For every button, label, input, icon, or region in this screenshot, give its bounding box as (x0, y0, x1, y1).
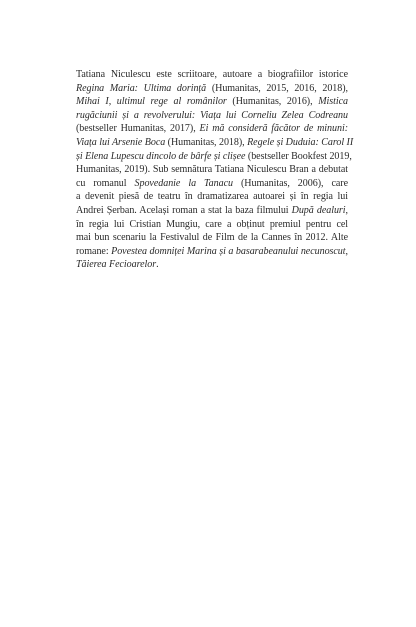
text-run: romane: (76, 245, 112, 257)
bio-line-6 (76, 136, 354, 150)
italic-title-run: și Elena Lupescu dincolo de bârfe și clișee (76, 150, 246, 162)
text-run: , (345, 245, 348, 257)
text-run: (Humanitas, 2006), care (232, 177, 348, 189)
text-run: . (156, 259, 159, 271)
bio-line-5 (76, 122, 348, 136)
text-run: a devenit piesă de teatru în dramatizarea autoarei și în regia lui (76, 191, 348, 203)
italic-title-run: Regele și Duduia: Carol II (247, 136, 354, 148)
text-run: în regia lui Cristian Mungiu, care a obținut premiul pentru cel (76, 218, 348, 230)
italic-title-run: rugăciunii și a revolverului: Viața lui Corneliu Zelea Codreanu (76, 109, 348, 121)
bio-line-9 (76, 177, 348, 191)
bio-line-3 (76, 95, 348, 109)
italic-title-run: Tăierea Fecioarelor (76, 259, 157, 271)
author-biography-paragraph (76, 68, 354, 272)
bio-line-10 (76, 190, 348, 204)
bio-line-4 (76, 109, 348, 123)
bio-line-14 (76, 245, 348, 259)
bio-line-12 (76, 218, 348, 232)
italic-title-run: Regina Maria: Ultima dorință (76, 82, 207, 94)
bio-line-13 (76, 231, 348, 245)
bio-line-2 (76, 82, 348, 96)
text-run: mai bun scenariu la Festivalul de Film de la Cannes în 2012. Alte (76, 232, 348, 244)
text-run: , (345, 204, 348, 216)
text-run: (Humanitas, 2018), (165, 136, 248, 148)
bio-line-15 (76, 258, 348, 272)
bio-line-8 (76, 163, 348, 177)
italic-title-run: După dealuri (291, 204, 346, 216)
text-run: cu romanul (76, 177, 135, 189)
italic-title-run: Povestea domniței Marina și a basarabeanului necunoscut (111, 245, 346, 257)
bio-line-11 (76, 204, 348, 218)
bio-line-1 (76, 68, 348, 82)
text-run: (bestseller Bookfest 2019, (245, 150, 352, 162)
italic-title-run: Mistica (318, 96, 349, 108)
italic-title-run: Ei mă consideră făcător de minuni: (199, 123, 348, 135)
text-run: (Humanitas, 2015, 2016, 2018), (206, 82, 348, 94)
italic-title-run: Spovedanie la Tanacu (134, 177, 233, 189)
bio-line-7 (76, 150, 352, 164)
italic-title-run: Mihai I, ultimul rege al românilor (76, 96, 227, 108)
text-run: (bestseller Humanitas, 2017), (76, 123, 200, 135)
italic-title-run: Viața lui Arsenie Boca (76, 136, 166, 148)
text-run: Tatiana Niculescu este scriitoare, autoare a biografiilor istorice (76, 69, 348, 80)
text-run: (Humanitas, 2016), (226, 96, 319, 108)
text-run: Humanitas, 2019). Sub semnătura Tatiana Niculescu Bran a debutat (76, 164, 348, 176)
text-run: Andrei Șerban. Același roman a stat la baza filmului (76, 204, 292, 216)
